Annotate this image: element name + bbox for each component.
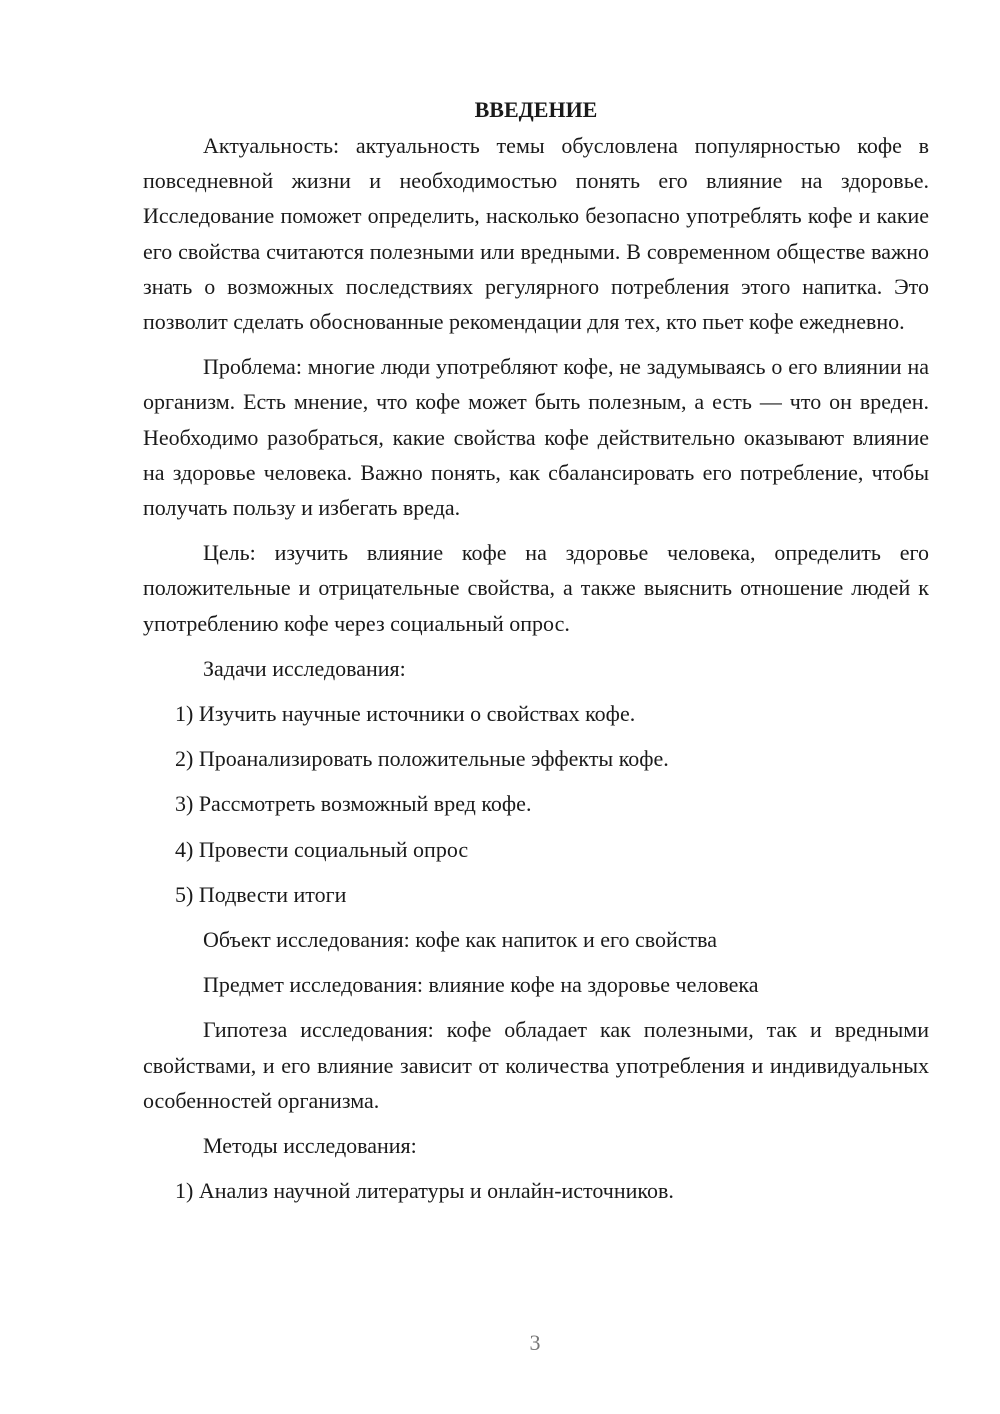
- hypothesis-paragraph: Гипотеза исследования: кофе обладает как полезными, так и вредными свойствами, и его влияние зависит от количества употребления и индивидуальных особенностей организма.: [143, 1017, 929, 1113]
- research-object: Объект исследования: кофе как напиток и его свойства: [203, 927, 718, 953]
- problem-paragraph: Проблема: многие люди употребляют кофе, не задумываясь о его влиянии на организм. Есть мнение, что кофе может быть полезным, а есть — что он вреден. Необходимо разобраться, какие свойства кофе действительно оказывают влияние на здоровье человека. Важно понять, как сбалансировать его потребление, чтобы получать пользу и избегать вреда.: [143, 354, 929, 521]
- methods-heading: Методы исследования:: [203, 1133, 417, 1159]
- task-item-4: 4) Провести социальный опрос: [175, 836, 469, 862]
- goal-paragraph: Цель: изучить влияние кофе на здоровье человека, определить его положительные и отрицательные свойства, а также выяснить отношение людей к употреблению кофе через социальный опрос.: [143, 540, 929, 636]
- tasks-heading: Задачи исследования:: [203, 655, 406, 681]
- page-number: 3: [529, 1330, 541, 1355]
- task-item-5: 5) Подвести итоги: [175, 881, 347, 907]
- page-title: ВВЕДЕНИЕ: [474, 97, 598, 122]
- research-subject: Предмет исследования: влияние кофе на здоровье человека: [203, 972, 759, 998]
- relevance-paragraph: Актуальность: актуальность темы обусловлена популярностью кофе в повседневной жизни и необходимостью понять его влияние на здоровье. Исследование поможет определить, насколько безопасно употреблять кофе и какие его свойства считаются полезными или вредными. В современном обществе важно знать о возможных последствиях регулярного потребления этого напитка. Это позволит сделать обоснованные рекомендации для тех, кто пьет кофе ежедневно.: [143, 133, 929, 335]
- task-item-1: 1) Изучить научные источники о свойствах кофе.: [175, 701, 636, 727]
- document-page: [143, 94, 929, 1218]
- method-item-1: 1) Анализ научной литературы и онлайн-источников.: [175, 1178, 674, 1204]
- task-item-2: 2) Проанализировать положительные эффекты кофе.: [175, 746, 669, 772]
- task-item-3: 3) Рассмотреть возможный вред кофе.: [175, 791, 532, 817]
